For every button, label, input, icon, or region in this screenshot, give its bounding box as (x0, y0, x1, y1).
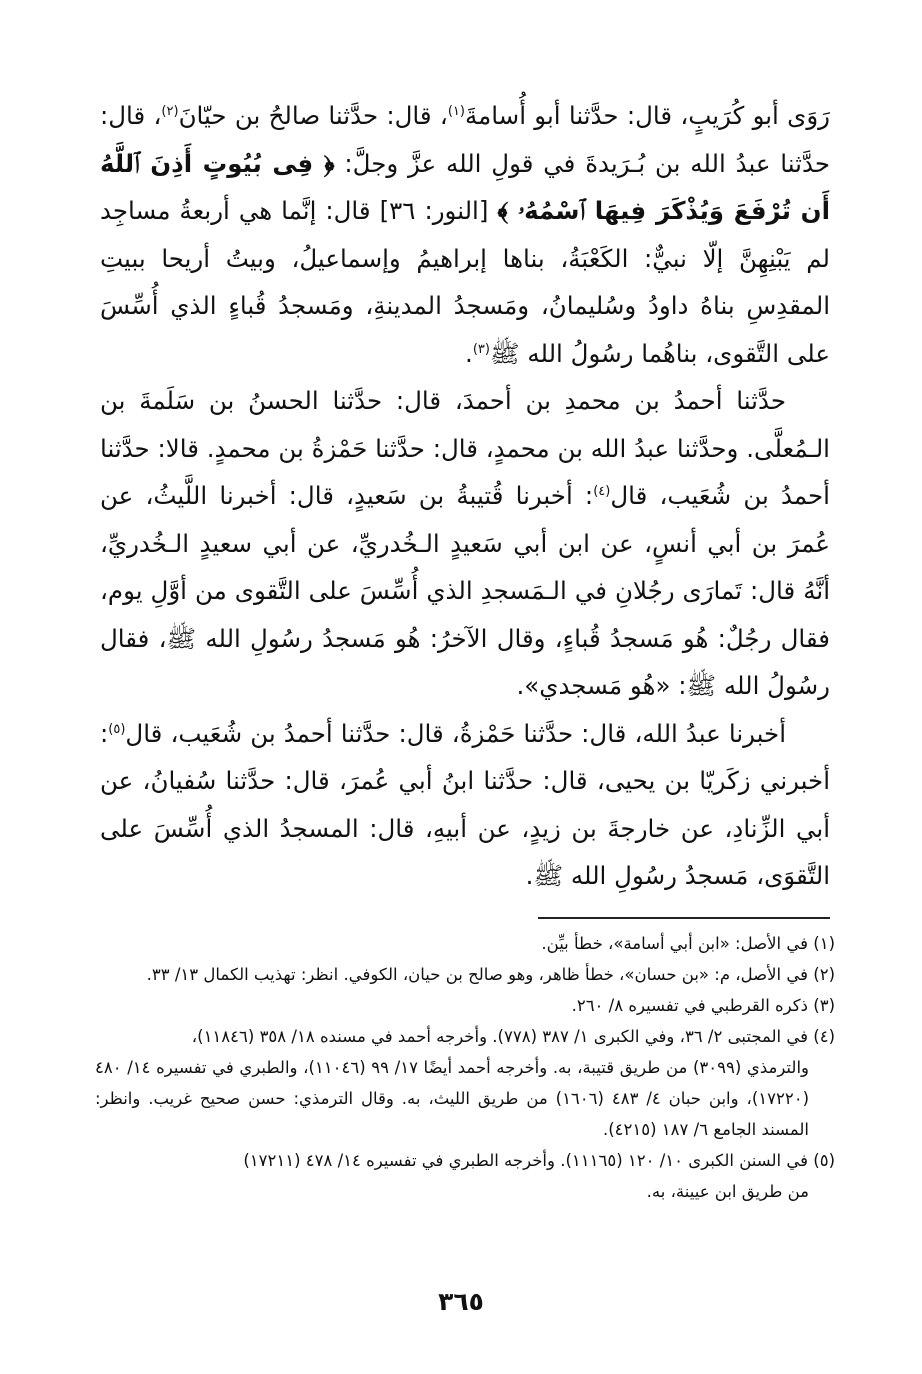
text-run: أخبرنا عبدُ الله، قال: حدَّثنا حَمْزةُ، قال: حدَّثنا أحمدُ بن شُعَيب، قال (125, 718, 786, 748)
footnote-4-first-line: (٤) في المجتبى ٢/ ٣٦، وفي الكبرى ١/ ٣٨٧ (٧٧٨). وأخرجه أحمد في مسنده ١٨/ ٣٥٨ (١١٨٤٦)، (191, 1027, 835, 1046)
footnote-2: (٢) في الأصل، م: «بن حسان»، خطأ ظاهر، وهو صالح بن حيان، الكوفي. انظر: تهذيب الكمال ١٣/ ٣٣. (146, 965, 835, 984)
text-run: : أخبرني زكَريّا بن يحيى، قال: حدَّثنا ابنُ أبي عُمرَ، قال: حدَّثنا سُفيانُ، عن أبي الزِّنادِ، عن خارجةَ بن زيدٍ، عن أبيهِ، قال: المسجدُ الذي أُسِّسَ على التَّقوَى، مَسجدُ رسُولِ الله ﷺ. (100, 718, 830, 890)
footnote-3: (٣) ذكره القرطبي في تفسيره ٨/ ٢٦٠. (571, 996, 835, 1015)
footnote-4 (95, 1021, 835, 1145)
paragraph-1 (100, 92, 830, 377)
footnote-5-first-line: (٥) في السنن الكبرى ١٠/ ١٢٠ (١١١٦٥). وأخرجه الطبري في تفسيره ١٤/ ٤٧٨ (١٧٢١١) (243, 1151, 835, 1170)
footnote-ref-4: (٤) (593, 483, 611, 499)
footnote-ref-3: (٣) (472, 341, 490, 357)
text-run: : أخبرنا قُتيبةُ بن سَعيدٍ، قال: أخبرنا اللَّيثُ، عن عُمرَ بن أبي أنسٍ، عن ابن أبي سَعيدٍ الـخُدريِّ، عن أبي سعيدٍ الـخُدريِّ، أنَّهُ قال: تَمارَى رجُلانِ في الـمَسجدِ الذي أُسِّسَ على التَّقوى من أوَّلِ يوم، فقال رجُلٌ: هُو مَسجدُ قُباءٍ، وقال الآخرُ: هُو مَسجدُ رسُولِ الله ﷺ، فقال رسُولُ الله ﷺ: «هُو مَسجدي». (100, 481, 830, 700)
text-run: ، قال: حدَّثنا صالحُ بن حيّانَ (178, 101, 448, 130)
page-number: ٣٦٥ (438, 1287, 484, 1316)
text-run: حدَّثنا أحمدُ بن محمدِ بن أحمدَ، قال: حدَّثنا الحسنُ بن سَلَمةَ بن الـمُعلَّى. وحدَّثنا عبدُ الله بن محمدٍ، قال: حدَّثنا حَمْزةُ بن محمدٍ. قالا: حدَّثنا أحمدُ بن شُعَيب، قال (100, 386, 830, 510)
footnote-ref-1: (١) (447, 103, 465, 119)
footnote-separator (538, 917, 830, 919)
paragraph-3 (100, 710, 830, 900)
quran-verse: ﴿ فِى بُيُوتٍ أَذِنَ ٱللَّهُ أَن تُرْفَعَ وَيُذْكَرَ فِيهَا ٱسْمُهُۥ ﴾ (100, 148, 830, 225)
text-run: ، قال: حدَّثنا عبدُ الله بن بُـرَيدةَ في قولِ الله عزَّ وجلَّ: (100, 101, 830, 178)
footnote-5 (95, 1145, 835, 1207)
text-run: . (465, 338, 473, 368)
footnote-5-continuation: من طريق ابن عيينة، به. (646, 1182, 809, 1201)
footnotes (95, 928, 835, 1207)
footnote-1: (١) في الأصل: «ابن أبي أسامة»، خطأ بيِّن. (541, 934, 835, 953)
paragraph-2 (100, 377, 830, 710)
footnote-4-continuation: والترمذي (٣٠٩٩) من طريق قتيبة، به. وأخرجه أحمد أيضًا ١٧/ ٩٩ (١١٠٤٦)، والطبري في تفسيره ١٤/ ٤٨٠ (١٧٢٢٠)، وابن حبان ٤/ ٤٨٣ (١٦٠٦) من طريق الليث، به. وقال الترمذي: حسن صحيح غريب. وانظر: المسند الجامع ٦/ ١٨٧ (٤٢١٥). (95, 1058, 810, 1139)
text-run: [النور: ٣٦] قال: إنَّما هي أربعةُ مساجِد لم يَبْنِهِنَّ إلّا نبيٌّ: الكَعْبَةُ، بناها إبراهيمُ وإسماعيلُ، وبيتُ أريحا ببيتِ المقدِسِ بناهُ داودُ وسُليمانُ، ومَسجدُ المدينةِ، ومَسجدُ قُباءٍ الذي أُسِّسَ على التَّقوى، بناهُما رسُولُ الله ﷺ (100, 196, 830, 368)
footnote-ref-2: (٢) (161, 103, 179, 119)
main-text (100, 92, 830, 900)
text-run: رَوَى أبو كُرَيبٍ، قال: حدَّثنا أبو أُسامةَ (464, 101, 830, 130)
footnote-ref-5: (٥) (108, 721, 126, 737)
